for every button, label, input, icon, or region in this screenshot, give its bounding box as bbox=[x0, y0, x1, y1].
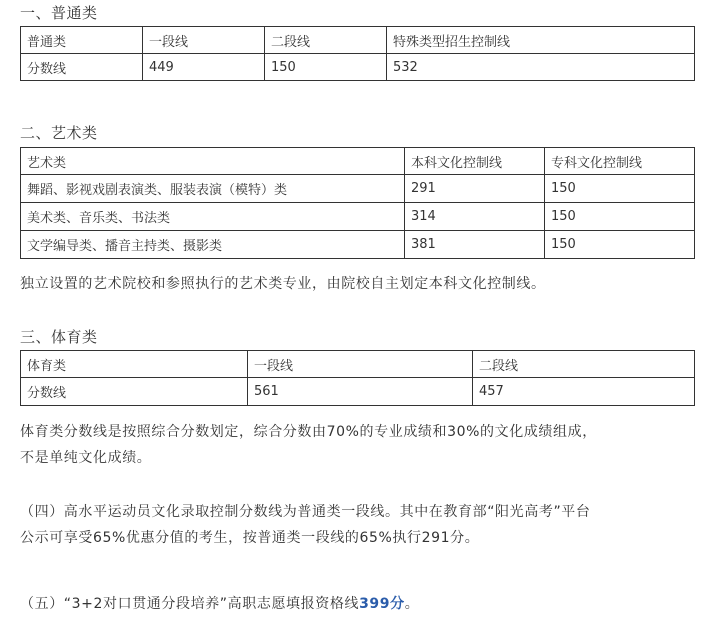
paragraph-end-punctuation: 。 bbox=[404, 596, 420, 612]
table-row bbox=[21, 378, 695, 406]
table-header-cell: 普通类 bbox=[21, 27, 143, 54]
art-category-table bbox=[20, 147, 695, 259]
elite-athletes-line-2: 公示可享受65%优惠分值的考生，按普通类一段线的65%执行291分。 bbox=[20, 530, 480, 546]
vocational-qualification-text: （五）“3+2对口贯通分段培养”高职志愿填报资格线 bbox=[20, 596, 360, 612]
table-row bbox=[21, 231, 695, 259]
table-cell: 150 bbox=[545, 203, 695, 231]
table-header-cell: 艺术类 bbox=[21, 148, 405, 175]
general-category-table bbox=[20, 26, 695, 81]
section-2-heading: 二、艺术类 bbox=[20, 124, 98, 142]
table-header-cell: 一段线 bbox=[143, 27, 265, 54]
table-cell: 561 bbox=[248, 378, 473, 406]
sports-category-note bbox=[20, 419, 700, 471]
table-cell: 分数线 bbox=[21, 378, 248, 406]
qualification-score-highlight: 399分 bbox=[359, 596, 405, 612]
table-cell: 314 bbox=[405, 203, 545, 231]
table-cell: 美术类、音乐类、书法类 bbox=[21, 203, 405, 231]
elite-athletes-line-1: （四）高水平运动员文化录取控制分数线为普通类一段线。其中在教育部“阳光高考”平台 bbox=[20, 504, 591, 520]
table-header-cell: 二段线 bbox=[473, 351, 695, 378]
table-header-row bbox=[21, 148, 695, 175]
table-cell: 381 bbox=[405, 231, 545, 259]
table-cell: 分数线 bbox=[21, 54, 143, 81]
table-cell: 文学编导类、播音主持类、摄影类 bbox=[21, 231, 405, 259]
table-cell: 150 bbox=[545, 175, 695, 203]
table-header-cell: 体育类 bbox=[21, 351, 248, 378]
table-header-cell: 本科文化控制线 bbox=[405, 148, 545, 175]
table-cell: 532 bbox=[387, 54, 695, 81]
table-cell: 舞蹈、影视戏剧表演类、服装表演（模特）类 bbox=[21, 175, 405, 203]
table-cell: 291 bbox=[405, 175, 545, 203]
art-category-note: 独立设置的艺术院校和参照执行的艺术类专业，由院校自主划定本科文化控制线。 bbox=[20, 276, 546, 292]
table-header-cell: 特殊类型招生控制线 bbox=[387, 27, 695, 54]
table-row bbox=[21, 175, 695, 203]
table-row bbox=[21, 54, 695, 81]
section-3-heading: 三、体育类 bbox=[20, 328, 98, 346]
table-header-row bbox=[21, 351, 695, 378]
table-row bbox=[21, 203, 695, 231]
sports-category-table bbox=[20, 350, 695, 406]
table-cell: 457 bbox=[473, 378, 695, 406]
section-1-heading: 一、普通类 bbox=[20, 4, 98, 22]
table-header-cell: 二段线 bbox=[265, 27, 387, 54]
sports-note-line-1: 体育类分数线是按照综合分数划定，综合分数由70%的专业成绩和30%的文化成绩组成， bbox=[20, 424, 597, 440]
table-cell: 150 bbox=[545, 231, 695, 259]
sports-note-line-2: 不是单纯文化成绩。 bbox=[20, 450, 152, 466]
table-header-cell: 专科文化控制线 bbox=[545, 148, 695, 175]
table-header-row bbox=[21, 27, 695, 54]
elite-athletes-paragraph bbox=[20, 499, 700, 551]
table-cell: 150 bbox=[265, 54, 387, 81]
table-header-cell: 一段线 bbox=[248, 351, 473, 378]
vocational-qualification-paragraph bbox=[20, 591, 700, 617]
table-cell: 449 bbox=[143, 54, 265, 81]
